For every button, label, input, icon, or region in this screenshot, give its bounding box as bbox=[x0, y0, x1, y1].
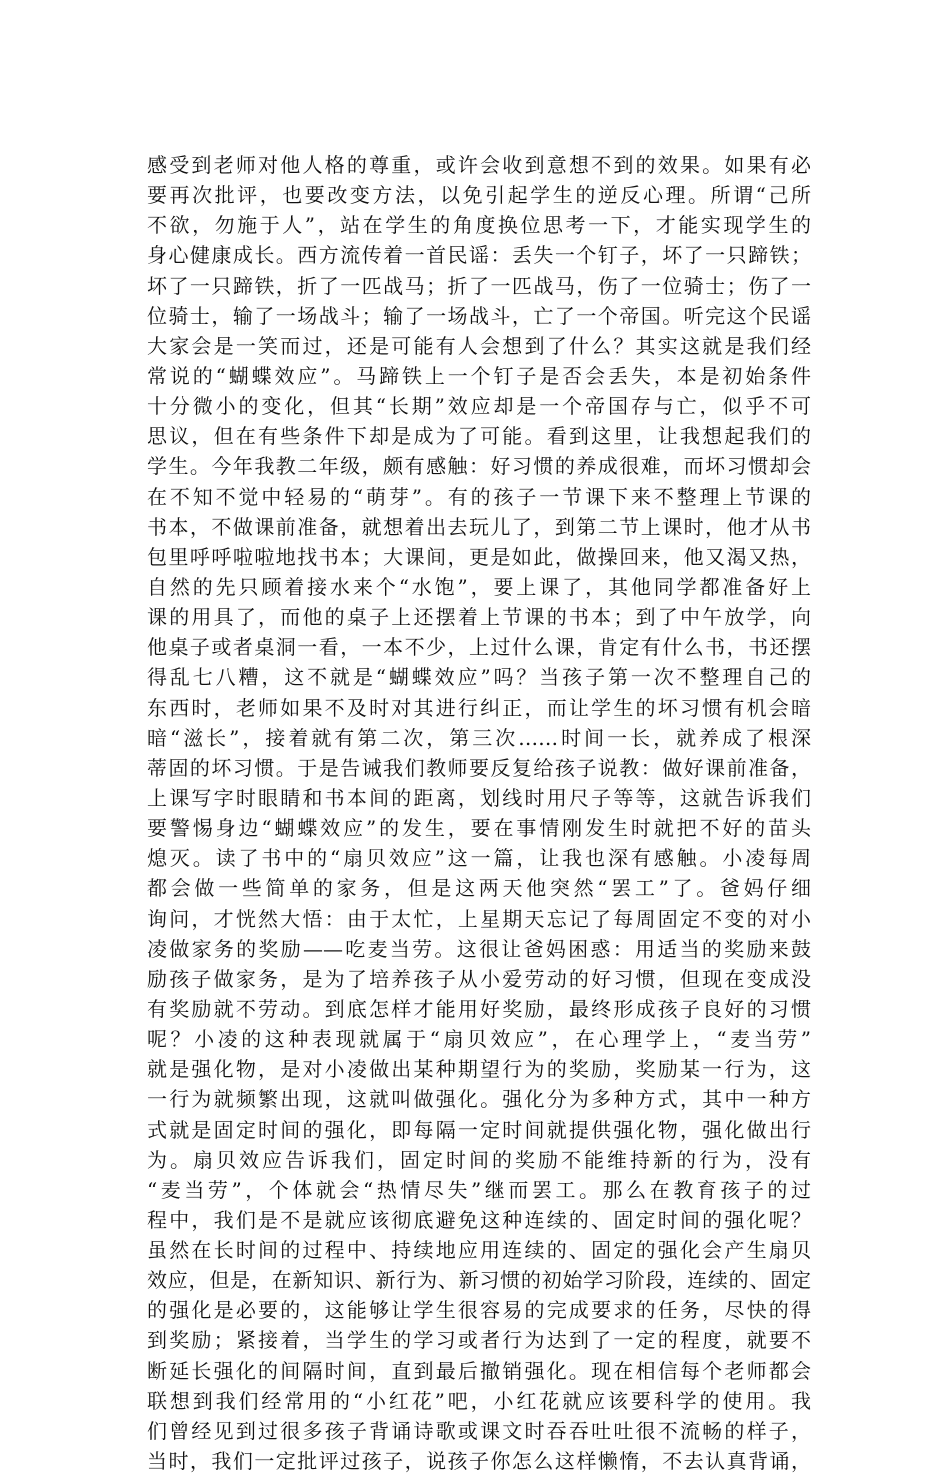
text-line: 就是强化物，是对小凌做出某种期望行为的奖励，奖励某一行为，这 bbox=[147, 1057, 811, 1082]
text-line: 十分微小的变化，但其“长期”效应却是一个帝国存与亡，似乎不可 bbox=[147, 394, 811, 419]
text-line: 上课写字时眼睛和书本间的距离，划线时用尺子等等，这就告诉我们 bbox=[147, 785, 811, 810]
text-line: 坏了一只蹄铁，折了一匹战马；折了一匹战马，伤了一位骑士；伤了一 bbox=[147, 273, 811, 298]
text-line: 思议，但在有些条件下却是成为了可能。看到这里，让我想起我们的 bbox=[147, 424, 811, 449]
text-line: 书本，不做课前准备，就想着出去玩儿了，到第二节上课时，他才从书 bbox=[147, 514, 811, 539]
text-line: 大家会是一笑而过，还是可能有人会想到了什么？其实这就是我们经 bbox=[147, 333, 811, 358]
text-line: 有奖励就不劳动。到底怎样才能用好奖励，最终形成孩子良好的习惯 bbox=[147, 996, 811, 1021]
text-line: 要再次批评，也要改变方法，以免引起学生的逆反心理。所谓“己所 bbox=[147, 183, 811, 208]
text-line: 断延长强化的间隔时间，直到最后撤销强化。现在相信每个老师都会 bbox=[147, 1358, 811, 1383]
text-line: 熄灭。读了书中的“扇贝效应”这一篇，让我也深有感触。小凌每周 bbox=[147, 846, 811, 871]
body-text bbox=[147, 150, 811, 1476]
text-line: 自然的先只顾着接水来个“水饱”，要上课了，其他同学都准备好上 bbox=[147, 574, 811, 599]
text-line: 暗“滋长”，接着就有第二次，第三次……时间一长，就养成了根深 bbox=[147, 725, 811, 750]
text-line: 蒂固的坏习惯。于是告诫我们教师要反复给孩子说教：做好课前准备， bbox=[147, 755, 811, 780]
text-line: 凌做家务的奖励——吃麦当劳。这很让爸妈困惑：用适当的奖励来鼓 bbox=[147, 936, 811, 961]
text-line: 在不知不觉中轻易的“萌芽”。有的孩子一节课下来不整理上节课的 bbox=[147, 484, 811, 509]
text-line: 虽然在长时间的过程中、持续地应用连续的、固定的强化会产生扇贝 bbox=[147, 1238, 811, 1263]
text-line: 常说的“蝴蝶效应”。马蹄铁上一个钉子是否会丢失，本是初始条件 bbox=[147, 363, 811, 388]
text-line: 身心健康成长。西方流传着一首民谣：丢失一个钉子，坏了一只蹄铁； bbox=[147, 243, 811, 268]
text-line: 一行为就频繁出现，这就叫做强化。强化分为多种方式，其中一种方 bbox=[147, 1087, 811, 1112]
text-line: 呢？小凌的这种表现就属于“扇贝效应”，在心理学上，“麦当劳” bbox=[147, 1027, 811, 1052]
text-line: 得乱七八糟，这不就是“蝴蝶效应”吗？当孩子第一次不整理自己的 bbox=[147, 665, 811, 690]
text-line: 包里呼呼啦啦地找书本；大课间，更是如此，做操回来，他又渴又热， bbox=[147, 544, 811, 569]
text-line: “麦当劳”，个体就会“热情尽失”继而罢工。那么在教育孩子的过 bbox=[147, 1177, 811, 1202]
text-line: 联想到我们经常用的“小红花”吧，小红花就应该要科学的使用。我 bbox=[147, 1388, 811, 1413]
text-line: 课的用具了，而他的桌子上还摆着上节课的书本；到了中午放学，向 bbox=[147, 605, 811, 630]
text-line: 他桌子或者桌洞一看，一本不少，上过什么课，肯定有什么书，书还摆 bbox=[147, 635, 811, 660]
text-line: 询问，才恍然大悟：由于太忙，上星期天忘记了每周固定不变的对小 bbox=[147, 906, 811, 931]
text-line: 到奖励；紧接着，当学生的学习或者行为达到了一定的程度，就要不 bbox=[147, 1328, 811, 1353]
text-line: 感受到老师对他人格的尊重，或许会收到意想不到的效果。如果有必 bbox=[147, 153, 811, 177]
text-line: 的强化是必要的，这能够让学生很容易的完成要求的任务，尽快的得 bbox=[147, 1298, 811, 1323]
text-line: 们曾经见到过很多孩子背诵诗歌或课文时吞吞吐吐很不流畅的样子， bbox=[147, 1418, 811, 1443]
text-line: 学生。今年我教二年级，颇有感触：好习惯的养成很难，而坏习惯却会 bbox=[147, 454, 811, 479]
text-line: 为。扇贝效应告诉我们，固定时间的奖励不能维持新的行为，没有 bbox=[147, 1147, 811, 1172]
text-line: 位骑士，输了一场战斗；输了一场战斗，亡了一个帝国。听完这个民谣 bbox=[147, 303, 811, 328]
text-line: 式就是固定时间的强化，即每隔一定时间就提供强化物，强化做出行 bbox=[147, 1117, 811, 1142]
text-line: 程中，我们是不是就应该彻底避免这种连续的、固定时间的强化呢？ bbox=[147, 1207, 811, 1232]
text-line: 励孩子做家务，是为了培养孩子从小爱劳动的好习惯，但现在变成没 bbox=[147, 966, 811, 991]
text-line: 东西时，老师如果不及时对其进行纠正，而让学生的坏习惯有机会暗 bbox=[147, 695, 811, 720]
text-line: 效应，但是，在新知识、新行为、新习惯的初始学习阶段，连续的、固定 bbox=[147, 1268, 811, 1293]
text-line: 不欲，勿施于人”，站在学生的角度换位思考一下，才能实现学生的 bbox=[147, 213, 811, 238]
text-line: 当时，我们一定批评过孩子，说孩子你怎么这样懒惰，不去认真背诵， bbox=[147, 1449, 811, 1474]
text-line: 都会做一些简单的家务，但是这两天他突然“罢工”了。爸妈仔细 bbox=[147, 876, 811, 901]
text-line: 要警惕身边“蝴蝶效应”的发生，要在事情刚发生时就把不好的苗头 bbox=[147, 816, 811, 841]
